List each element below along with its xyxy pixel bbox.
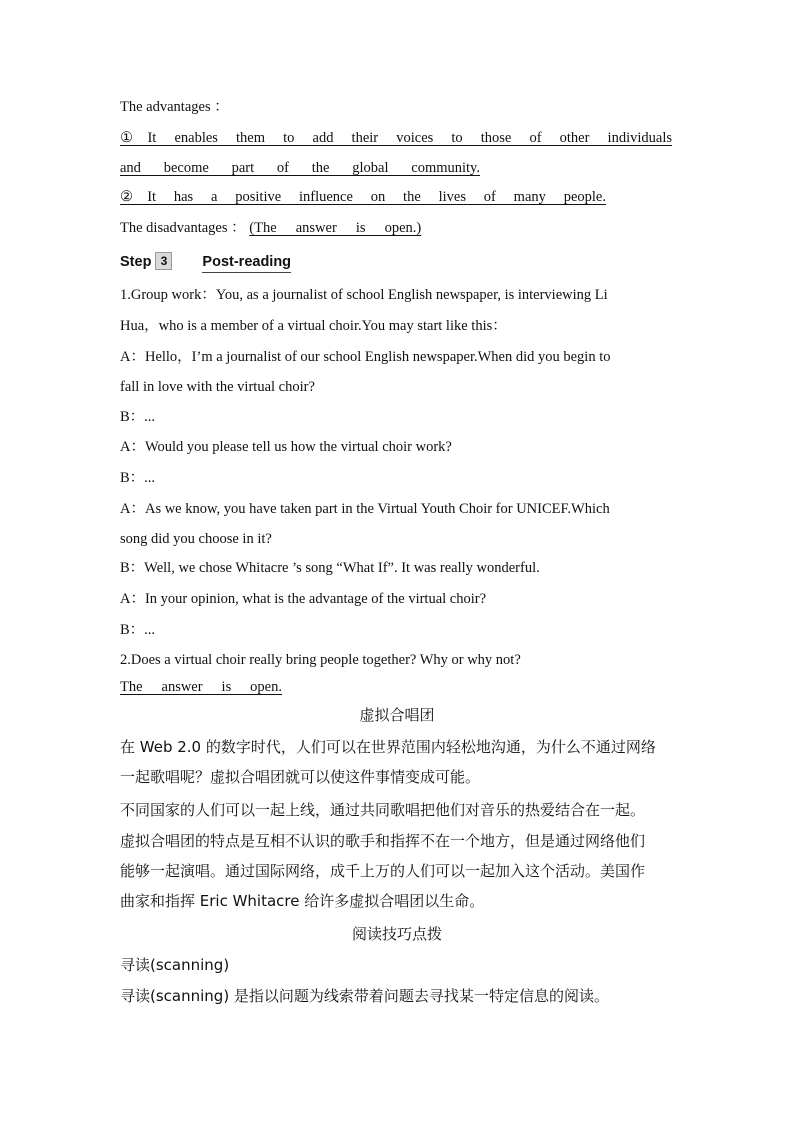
- disadvantages-line: [120, 219, 674, 237]
- dialogue-line: B：Well, we chose Whitacre ’s song “What If”. It was really wonderful.: [120, 560, 540, 576]
- dialogue-line: song did you choose in it?: [120, 531, 272, 547]
- dialogue-line: A：In your opinion, what is the advantage of the virtual choir?: [120, 591, 487, 607]
- dialogue-line: B：...: [120, 622, 156, 638]
- translation-line: 能够一起演唱。通过国际网络，成千上万的人们可以一起加入这个活动。美国作: [120, 862, 646, 880]
- task2-answer: The answer is open.: [120, 679, 282, 695]
- step-number-badge: 3: [155, 252, 172, 270]
- translation-line: 虚拟合唱团的特点是互相不认识的歌手和指挥不在一个地方，但是通过网络他们: [120, 832, 646, 850]
- advantage-item-1-line-2: and become part of the global community.: [120, 160, 480, 176]
- advantage-item-2: ②It has a positive influence on the lives of many people.: [120, 189, 606, 205]
- translation-line: 一起歌唱呢？虚拟合唱团就可以使这件事情变成可能。: [120, 768, 481, 786]
- step-label: Step: [120, 254, 152, 270]
- dialogue-line: fall in love with the virtual choir?: [120, 379, 315, 395]
- advantage-item-1-line-1: ①It enables them to add their voices to those of other individuals: [120, 130, 672, 146]
- task1-instruction-line-1: 1.Group work：You, as a journalist of school English newspaper, is interviewing Li: [120, 287, 608, 303]
- translation-title: 虚拟合唱团: [359, 706, 435, 724]
- step-heading: [120, 252, 674, 271]
- translation-line: 不同国家的人们可以一起上线，通过共同歌唱把他们对音乐的热爱结合在一起。: [120, 801, 646, 819]
- task2-question: 2.Does a virtual choir really bring people together? Why or why not?: [120, 652, 521, 668]
- tips-title: 阅读技巧点拨: [351, 925, 442, 943]
- translation-line: 曲家和指挥 Eric Whitacre 给许多虚拟合唱团以生命。: [120, 892, 485, 910]
- dialogue-line: B：...: [120, 409, 156, 425]
- disadvantages-heading: The disadvantages ：: [120, 220, 246, 236]
- dialogue-line: A：Would you please tell us how the virtual choir work?: [120, 439, 452, 455]
- dialogue-line: A：Hello，I’m a journalist of our school English newspaper.When did you begin to: [120, 349, 611, 365]
- dialogue-line: A：As we know, you have taken part in the Virtual Youth Choir for UNICEF.Which: [120, 501, 610, 517]
- advantages-heading: The advantages ：: [120, 99, 229, 115]
- translation-line: 在 Web 2.0 的数字时代，人们可以在世界范围内轻松地沟通，为什么不通过网络: [120, 738, 656, 756]
- disadvantages-answer: (The answer is open.): [249, 220, 422, 236]
- tips-definition: 寻读(scanning) 是指以问题为线索带着问题去寻找某一特定信息的阅读。: [120, 987, 609, 1005]
- step-title: Post-reading: [202, 254, 291, 273]
- task1-instruction-line-2: Hua，who is a member of a virtual choir.You may start like this：: [120, 318, 507, 334]
- dialogue-line: B：...: [120, 470, 156, 486]
- tips-subtitle: 寻读(scanning): [120, 956, 230, 974]
